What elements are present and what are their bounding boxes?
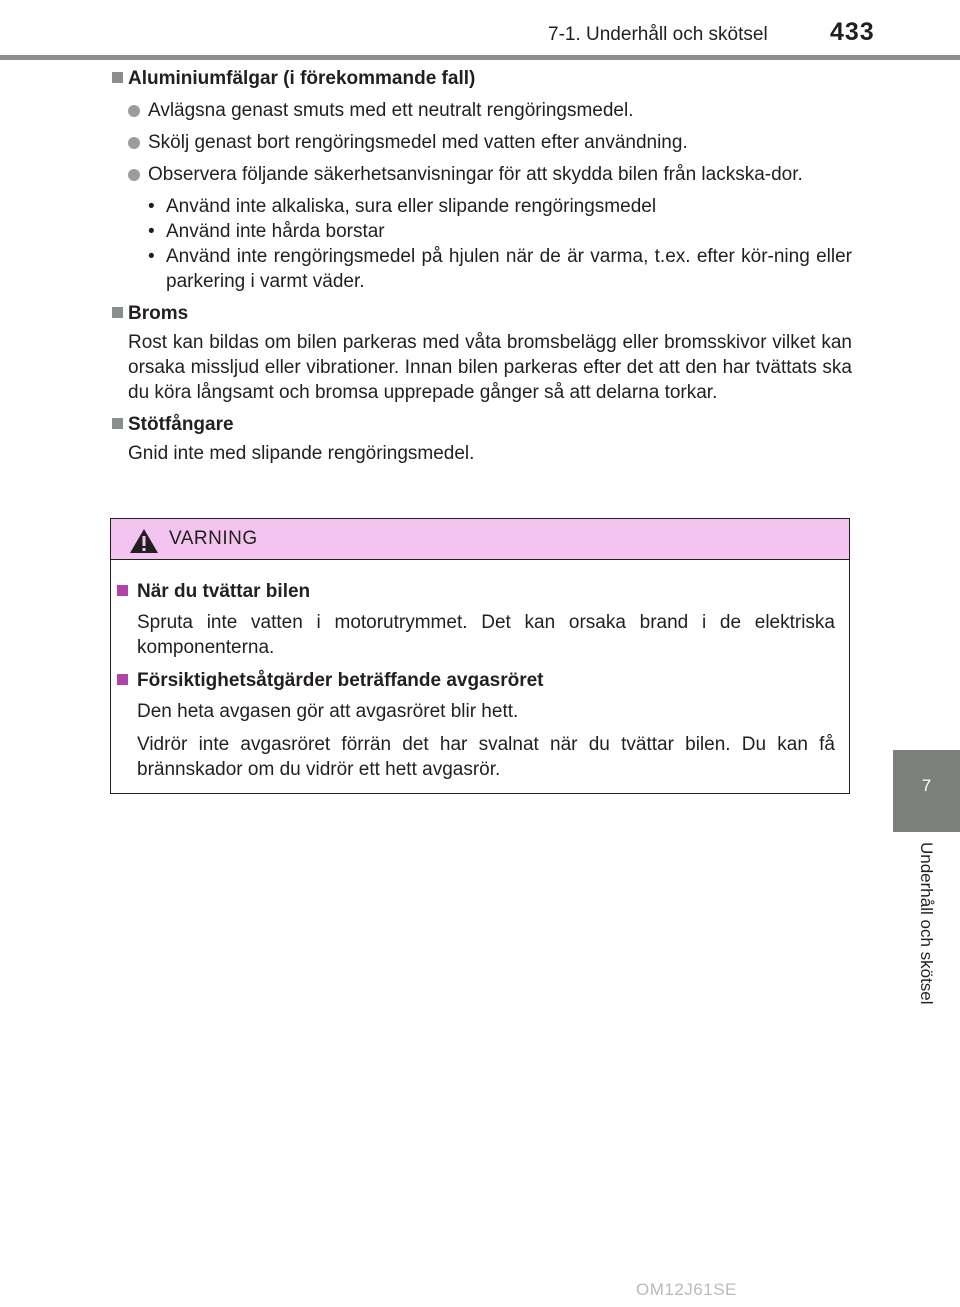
brakes-text: Rost kan bildas om bilen parkeras med våta bromsbelägg eller bromsskivor vilket kan orsaka missljud eller vibrationer. Innan bilen parkeras efter det att den har tvättats ska du köra långsamt och bromsa upprepade gånger så att delarna torkar.	[128, 332, 852, 403]
section-heading-bumpers: Stötfångare	[112, 412, 852, 437]
main-content	[112, 66, 852, 466]
page-number: 433	[830, 18, 875, 46]
section-title: 7-1. Underhåll och skötsel	[548, 24, 768, 45]
section-heading-brakes: Broms	[112, 301, 852, 326]
warning-body	[111, 579, 849, 790]
square-bullet-icon	[112, 307, 123, 318]
square-bullet-icon	[117, 674, 128, 685]
square-bullet-icon	[112, 72, 123, 83]
chapter-label: Underhåll och skötsel	[917, 842, 936, 1005]
page-header	[0, 0, 960, 62]
warning-title: VARNING	[169, 528, 258, 549]
warning-triangle-icon	[129, 528, 159, 554]
dot-bullet-icon: •	[148, 196, 155, 217]
section-heading-rims: Aluminiumfälgar (i förekommande fall)	[112, 66, 852, 91]
chapter-number: 7	[921, 776, 932, 795]
chapter-label-box	[893, 832, 960, 1034]
sub-list-item: • Använd inte alkaliska, sura eller slipande rengöringsmedel	[148, 196, 657, 217]
footer-watermark: OM12J61SE	[636, 1280, 737, 1299]
square-bullet-icon	[117, 585, 128, 596]
sub-list	[112, 194, 852, 294]
dot-bullet-icon: •	[148, 246, 155, 267]
warning-heading-exhaust: Försiktighetsåtgärder beträffande avgasröret	[111, 668, 849, 693]
warning-box	[110, 518, 850, 794]
square-bullet-icon	[112, 418, 123, 429]
list-item: Observera följande säkerhetsanvisningar för att skydda bilen från lackska-dor.	[112, 162, 852, 187]
list-item: Skölj genast bort rengöringsmedel med vatten efter användning.	[112, 130, 852, 155]
circle-bullet-icon	[128, 169, 140, 181]
sub-list-item: • Använd inte rengöringsmedel på hjulen när de är varma, t.ex. efter kör-ning eller parkering i varmt väder.	[148, 246, 852, 292]
warning-text: Den heta avgasen gör att avgasröret blir hett.	[137, 701, 519, 722]
warning-text: Vidrör inte avgasröret förrän det har svalnat när du tvättar bilen. Du kan få brännskador om du vidrör ett hett avgasrör.	[137, 734, 835, 780]
circle-bullet-icon	[128, 137, 140, 149]
header-rule	[0, 55, 960, 60]
bumpers-text: Gnid inte med slipande rengöringsmedel.	[128, 443, 475, 464]
sub-list-item: • Använd inte hårda borstar	[148, 221, 385, 242]
warning-header	[111, 519, 849, 560]
circle-bullet-icon	[128, 105, 140, 117]
warning-text: Spruta inte vatten i motorutrymmet. Det kan orsaka brand i de elektriska komponenterna.	[137, 612, 835, 658]
warning-heading-wash: När du tvättar bilen	[111, 579, 849, 604]
dot-bullet-icon: •	[148, 221, 155, 242]
list-item: Avlägsna genast smuts med ett neutralt rengöringsmedel.	[112, 98, 852, 123]
chapter-tab[interactable]	[893, 750, 960, 832]
